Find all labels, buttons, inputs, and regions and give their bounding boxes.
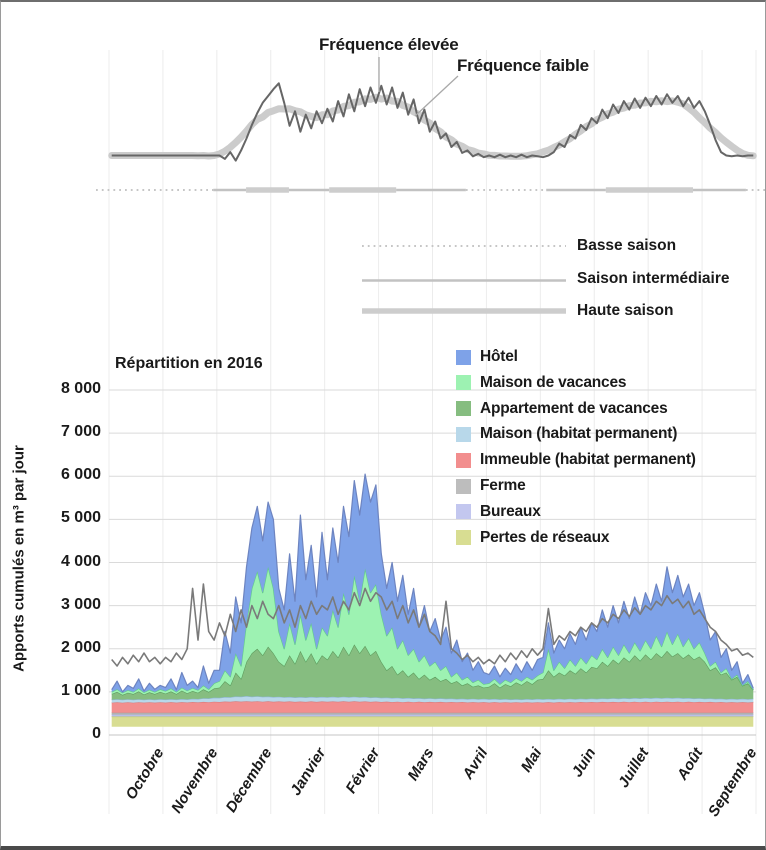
legend-item-label: Maison de vacances	[480, 373, 627, 391]
month-label-octobre: Octobre	[122, 745, 168, 803]
y-tick-label: 3 000	[60, 595, 101, 613]
month-label-juin: Juin	[568, 745, 599, 781]
month-label-janvier: Janvier	[287, 745, 330, 799]
month-label-mars: Mars	[404, 745, 438, 784]
month-label-avril: Avril	[459, 745, 492, 783]
pointer-frequence-faible	[415, 76, 458, 116]
month-label-septembre: Septembre	[705, 745, 761, 820]
area-immeuble-habitat-permanent-	[112, 701, 754, 713]
month-label-août: Août	[674, 745, 707, 783]
legend-haute-saison-label: Haute saison	[577, 302, 674, 319]
annotation-frequence-elevee: Fréquence élevée	[319, 35, 459, 54]
month-label-février: Février	[342, 745, 384, 797]
month-label-mai: Mai	[517, 745, 546, 776]
legend-saison-intermediaire-label: Saison intermédiaire	[577, 270, 730, 287]
y-tick-label: 7 000	[60, 423, 101, 441]
legend-item-label: Pertes de réseaux	[480, 528, 610, 546]
legend-item	[456, 346, 518, 368]
legend-item-label: Hôtel	[480, 348, 518, 365]
y-tick-label: 4 000	[60, 552, 101, 570]
legend-item	[456, 372, 626, 394]
legend-item	[456, 398, 668, 420]
y-tick-label: 8 000	[60, 380, 101, 397]
legend-color-swatch	[456, 453, 471, 468]
legend-item	[456, 527, 609, 549]
legend-color-swatch	[456, 479, 471, 494]
legend-color-swatch	[456, 375, 471, 390]
legend-item	[456, 449, 696, 471]
legend-item-label: Ferme	[480, 477, 526, 494]
legend-item-label: Appartement de vacances	[480, 399, 668, 417]
legend-color-swatch	[456, 401, 471, 416]
y-tick-label: 2 000	[60, 638, 101, 656]
legend-basse-saison-label: Basse saison	[577, 237, 677, 254]
y-tick-label: 0	[92, 725, 101, 742]
legend-item	[456, 501, 541, 523]
annotation-frequence-faible: Fréquence faible	[457, 56, 589, 75]
legend-item	[456, 475, 526, 497]
legend-item-label: Bureaux	[480, 502, 541, 520]
y-tick-label: 1 000	[60, 681, 101, 699]
y-tick-label: 6 000	[60, 466, 101, 484]
month-label-novembre: Novembre	[168, 745, 222, 817]
legend-color-swatch	[456, 504, 471, 519]
y-axis-title: Apports cumulés en m³ par jour	[10, 445, 28, 672]
month-label-juillet: Juillet	[615, 745, 653, 791]
month-label-décembre: Décembre	[222, 745, 276, 816]
legend-color-swatch	[456, 350, 471, 365]
main-chart-title: Répartition en 2016	[115, 355, 263, 372]
legend-item-label: Maison (habitat permanent)	[480, 425, 678, 443]
legend-color-swatch	[456, 530, 471, 545]
legend-item	[456, 423, 677, 445]
legend-color-swatch	[456, 427, 471, 442]
legend-item-label: Immeuble (habitat permanent)	[480, 451, 696, 469]
y-tick-label: 5 000	[60, 509, 101, 527]
area-pertes-de-r-seaux	[112, 717, 754, 727]
